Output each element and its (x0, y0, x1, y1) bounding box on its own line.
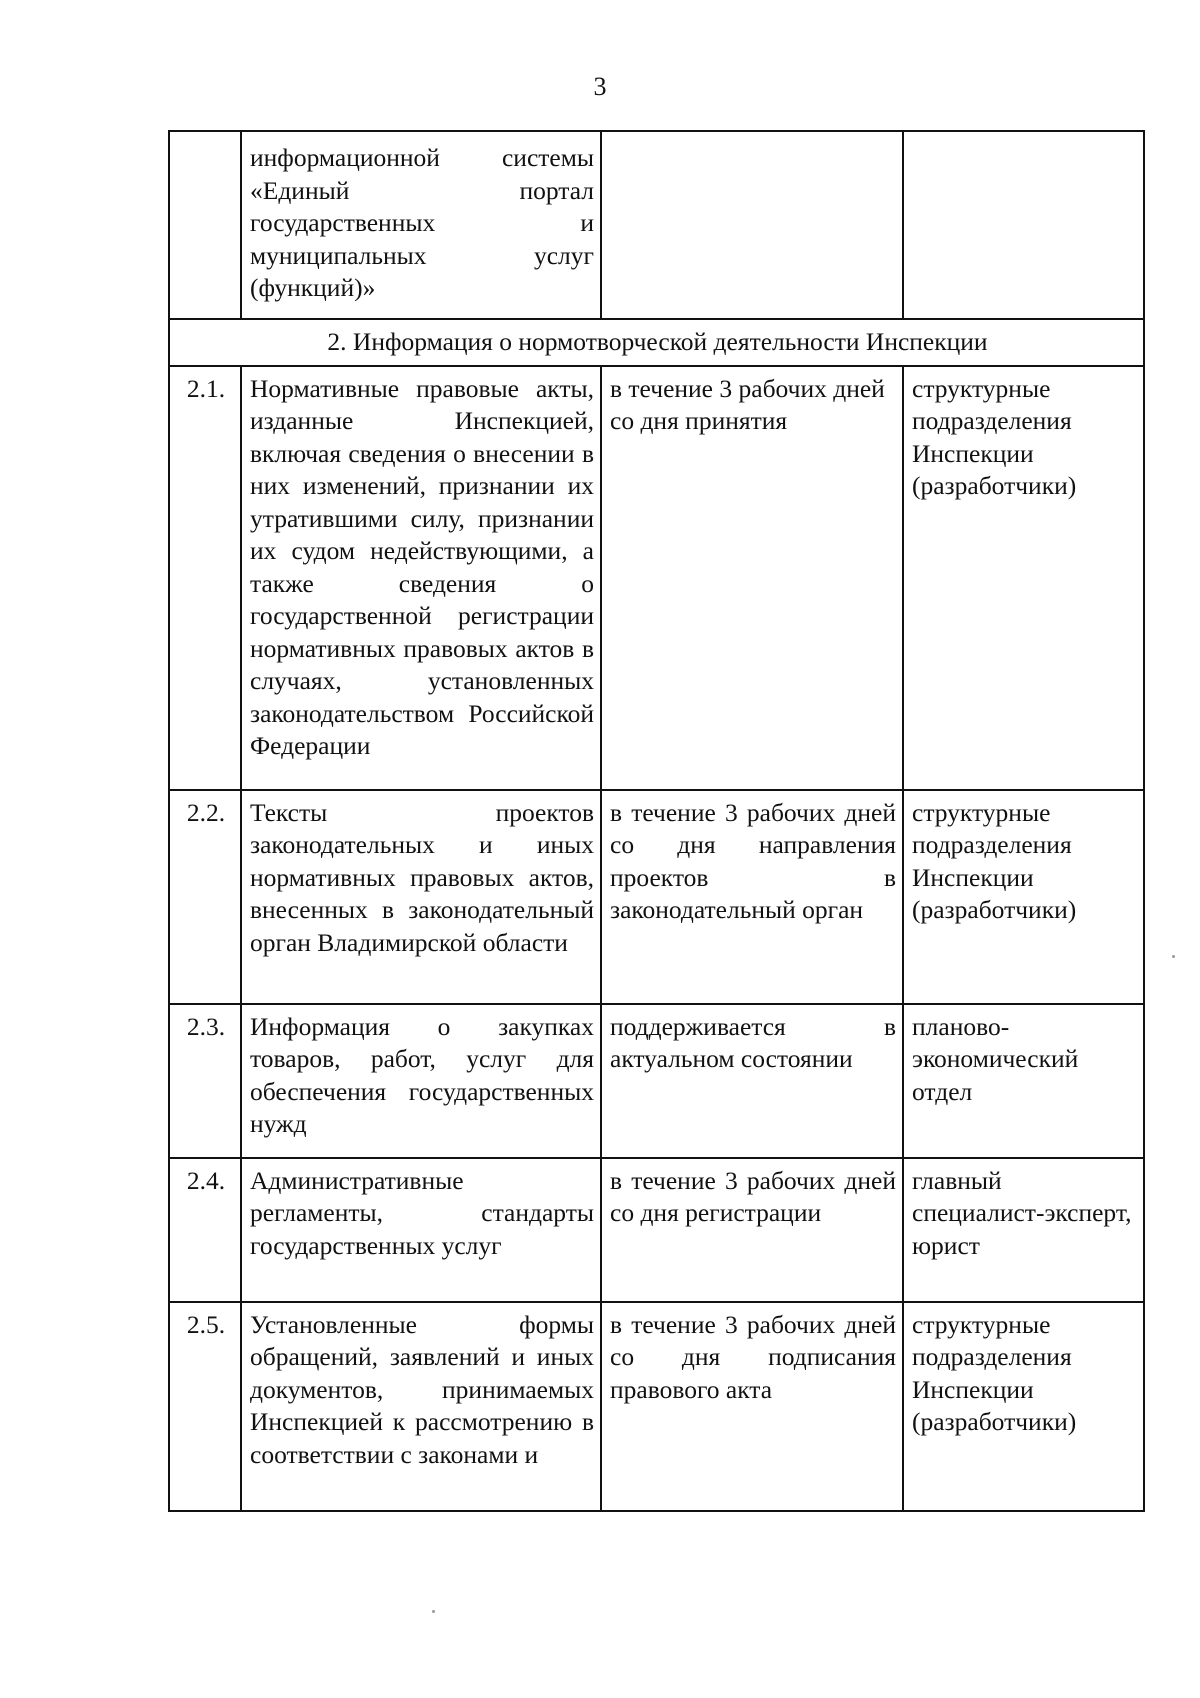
term-cell: поддерживается в актуальном состоянии (601, 1004, 903, 1158)
table-row (169, 1004, 1144, 1158)
table-row (169, 366, 1144, 790)
responsible-cell (903, 131, 1144, 319)
section-title: 2. Информация о нормотворческой деятельности Инспекции (169, 319, 1144, 366)
row-number: 2.2. (169, 790, 241, 1004)
info-cell: Информация о закупках товаров, работ, услуг для обеспечения государственных нужд (241, 1004, 601, 1158)
row-number: 2.4. (169, 1158, 241, 1302)
table-row (169, 790, 1144, 1004)
info-cell: Установленные формы обращений, заявлений и иных документов, принимаемых Инспекцией к рассмотрению в соответствии с законами и (241, 1302, 601, 1511)
publication-table (168, 130, 1145, 1512)
row-number-cell (169, 131, 241, 319)
responsible-cell: структурные подразделения Инспекции (разработчики) (903, 1302, 1144, 1511)
responsible-cell: структурные подразделения Инспекции (разработчики) (903, 790, 1144, 1004)
table-row (169, 1302, 1144, 1511)
responsible-cell: структурные подразделения Инспекции (разработчики) (903, 366, 1144, 790)
section-heading-row (169, 319, 1144, 366)
table-row-continuation (169, 131, 1144, 319)
term-cell: в течение 3 рабочих дней со дня подписания правового акта (601, 1302, 903, 1511)
row-number: 2.3. (169, 1004, 241, 1158)
info-cell: Нормативные правовые акты, изданные Инспекцией, включая сведения о внесении в них изменений, признании их утратившими силу, признании их судом недействующими, а также сведения о государственной регистрации нормативных правовых актов в случаях, установленных законодательством Российской Федерации (241, 366, 601, 790)
table-row (169, 1158, 1144, 1302)
info-cell: Административные регламенты, стандарты государственных услуг (241, 1158, 601, 1302)
term-cell: в течение 3 рабочих дней со дня направления проектов в законодательный орган (601, 790, 903, 1004)
info-cell: Тексты проектов законодательных и иных нормативных правовых актов, внесенных в законодательный орган Владимирской области (241, 790, 601, 1004)
responsible-cell: главный специалист-эксперт, юрист (903, 1158, 1144, 1302)
term-cell: в течение 3 рабочих дней со дня регистрации (601, 1158, 903, 1302)
page-number: 3 (593, 72, 607, 101)
scan-speck (1172, 955, 1175, 958)
row-number: 2.1. (169, 366, 241, 790)
info-cell: информационной системы «Единый портал государственных и муниципальных услуг (функций)» (241, 131, 601, 319)
scan-speck (432, 1610, 435, 1613)
term-cell (601, 131, 903, 319)
responsible-cell: планово-экономический отдел (903, 1004, 1144, 1158)
row-number: 2.5. (169, 1302, 241, 1511)
term-cell: в течение 3 рабочих дней со дня принятия (601, 366, 903, 790)
